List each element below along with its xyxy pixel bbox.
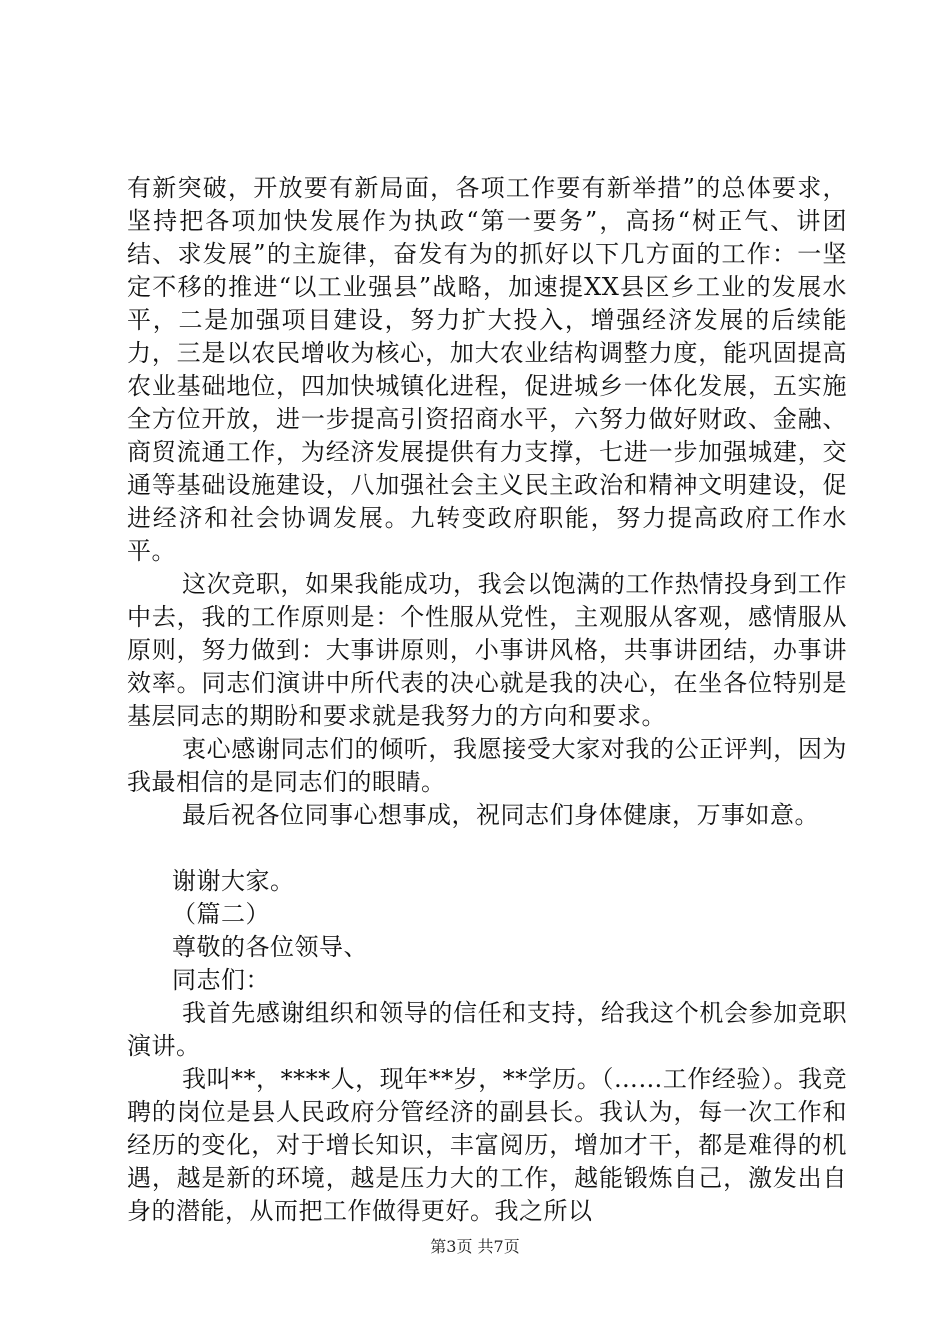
paragraph-opening-thanks: 我首先感谢组织和领导的信任和支持，给我这个机会参加竞职演讲。: [127, 999, 847, 1060]
blank-line: [127, 832, 847, 865]
paragraph-work-plan: 有新突破，开放要有新局面，各项工作要有新举措”的总体要求，坚持把各项加快发展作为执政“第一要务”，高扬“树正气、讲团结、求发展”的主旋律，奋发有为的抓好以下几方面的工作：一坚定不移的推进“以工业强县”战略，加速提XX县区乡工业的发展水平，二是加强项目建设，努力扩大投入，增强经济发展的后续能力，三是以农民增收为核心，加大农业结构调整力度，能巩固提高农业基础地位，四加快城镇化进程，促进城乡一体化发展，五实施全方位开放，进一步提高引资招商水平，六努力做好财政、金融、商贸流通工作，为经济发展提供有力支撑，七进一步加强城建，交通等基础设施建设，八加强社会主义民主政治和精神文明建设，促进经济和社会协调发展。九转变政府职能，努力提高政府工作水平。: [127, 174, 847, 565]
paragraph-wishes: 最后祝各位同事心想事成，祝同志们身体健康，万事如意。: [182, 801, 819, 829]
page-number: 第3页 共7页: [430, 1237, 520, 1256]
paragraph-thanks: 衷心感谢同志们的倾听，我愿接受大家对我的公正评判，因为我最相信的是同志们的眼睛。: [127, 735, 847, 796]
closing-line: 谢谢大家。: [172, 867, 295, 895]
salutation-line-2: 同志们：: [172, 966, 270, 994]
section-heading: （篇二）: [172, 900, 270, 928]
paragraph-self-introduction: 我叫**，****人，现年**岁，**学历。（……工作经验）。我竞聘的岗位是县人民政府分管经济的副县长。我认为，每一次工作和经历的变化，对于增长知识，丰富阅历，增加才干，都是难得的机遇，越是新的环境，越是压力大的工作，越能锻炼自己，激发出自身的潜能，从而把工作做得更好。我之所以: [127, 1065, 847, 1225]
paragraph-work-principles: 这次竞职，如果我能成功，我会以饱满的工作热情投身到工作中去，我的工作原则是：个性服从党性，主观服从客观，感情服从原则，努力做到：大事讲原则，小事讲风格，共事讲团结，办事讲效率。同志们演讲中所代表的决心就是我的决心，在坐各位特别是基层同志的期盼和要求就是我努力的方向和要求。: [127, 570, 847, 730]
salutation-line-1: 尊敬的各位领导、: [172, 933, 368, 961]
document-body: [127, 172, 847, 1228]
